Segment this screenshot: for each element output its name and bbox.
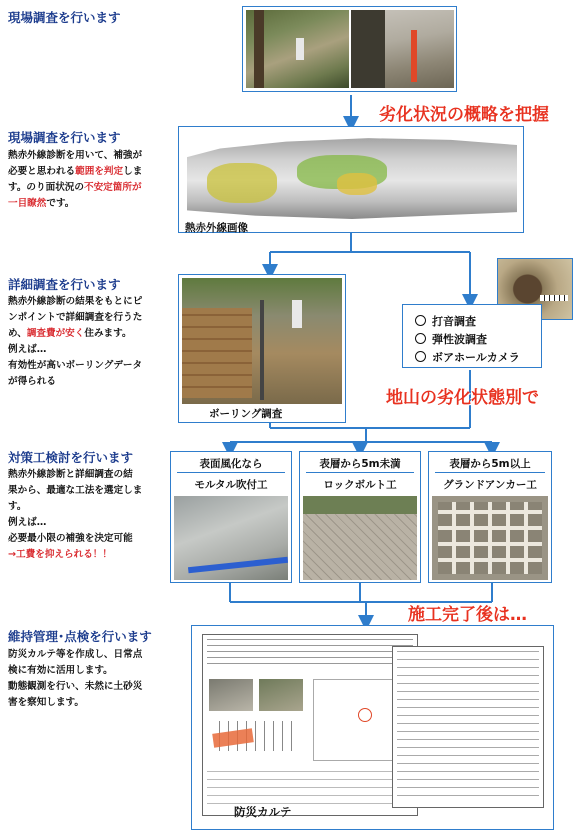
cm-method-anchor: グランドアンカー工: [443, 479, 537, 491]
method-item-1: 打音調査: [415, 313, 476, 329]
cm-card-rockbolt: [299, 451, 421, 583]
highlight-text: 調査費が安く: [26, 328, 85, 339]
description-line: [8, 180, 168, 196]
description-line: [8, 294, 168, 310]
site-photo-left: [246, 10, 349, 88]
boring-photo: [182, 278, 342, 404]
karte-sheet-right: [392, 646, 544, 808]
anchor-photo: [432, 496, 548, 580]
description-text: 必要と思われる: [8, 166, 76, 177]
description-line: [8, 679, 168, 695]
blue-fence: [188, 557, 288, 573]
description-text: す。のり面状況の: [8, 182, 84, 193]
cm-condition-mortar: 表面風化なら: [199, 458, 263, 470]
description-line: [8, 342, 168, 358]
description-text: 害を察知します。: [8, 697, 84, 708]
scaffold-pole: [260, 300, 264, 400]
description-line: [8, 695, 168, 711]
thermal-caption: 熱赤外線画像: [185, 222, 248, 234]
step3-title: 詳細調査を行います: [8, 277, 121, 292]
description-text: 例えば…: [8, 344, 47, 355]
description-line: [8, 148, 168, 164]
cm-card-mortar: [170, 451, 292, 583]
log-crib-wall: [182, 308, 252, 398]
step5-title: 維持管理･点検を行います: [8, 629, 152, 644]
survey-methods-box: [402, 304, 542, 368]
karte-caption: 防災カルテ: [234, 805, 292, 819]
description-line: [8, 310, 168, 326]
description-text: 必要最小限の補強を決定可能: [8, 533, 133, 544]
cm-condition-anchor: 表層から5m以上: [449, 458, 531, 470]
description-text: 有効性が高いボーリングデータ: [8, 360, 143, 371]
circle-icon: [415, 351, 426, 362]
step4-description: [8, 467, 168, 563]
highlight-text: 一目瞭然: [8, 198, 47, 209]
karte-frame: [191, 625, 554, 830]
callout-overview: 劣化状況の概略を把握: [379, 105, 549, 125]
karte-sheet-left: [202, 634, 418, 816]
circle-icon: [415, 315, 426, 326]
divider: [306, 472, 414, 473]
description-text: 果から、最適な工法を選定しま: [8, 485, 143, 496]
description-text: しま: [123, 166, 143, 177]
description-line: [8, 164, 168, 180]
divider: [177, 472, 285, 473]
vegetation: [303, 496, 417, 514]
description-text: す。: [8, 501, 27, 512]
method-item-2: 弾性波調査: [415, 331, 487, 347]
karte-thumb-1: [209, 679, 253, 711]
karte-thumb-2: [259, 679, 303, 711]
site-photo-right: [351, 10, 454, 88]
thermal-hotspot-1: [207, 163, 277, 203]
step4-title: 対策工検討を行います: [8, 450, 134, 465]
connector-step2-split: [270, 232, 470, 252]
highlight-text: →工費を抑えられる！！: [8, 549, 112, 560]
worker-figure-2: [292, 300, 302, 328]
cm-method-mortar: モルタル吹付工: [194, 479, 268, 491]
boring-frame: [178, 274, 346, 423]
description-line: [8, 663, 168, 679]
description-line: [8, 499, 168, 515]
description-line: [8, 196, 168, 212]
cm-method-rockbolt: ロックボルト工: [323, 479, 397, 491]
description-text: 動態観測を行い、未然に土砂災: [8, 681, 143, 692]
callout-after: 施工完了後は…: [408, 605, 527, 625]
description-text: 防災カルテ等を作成し、日常点: [8, 649, 143, 660]
thermal-image-frame: [178, 126, 524, 233]
step5-description: [8, 647, 168, 711]
callout-condition: 地山の劣化状態別で: [386, 388, 539, 408]
description-text: 例えば…: [8, 517, 47, 528]
description-text: 熱赤外線診断の結果をもとにピ: [8, 296, 143, 307]
rock-wall: [351, 10, 385, 88]
site-survey-photo-frame: [242, 6, 457, 92]
description-line: [8, 483, 168, 499]
thermal-hotspot-3: [337, 173, 377, 195]
rockbolt-photo: [303, 496, 417, 580]
divider: [435, 472, 545, 473]
highlight-text: 範囲を判定: [75, 166, 124, 177]
tree-trunk: [254, 10, 264, 88]
worker-figure: [296, 38, 304, 60]
step1-title: 現場調査を行います: [8, 10, 121, 25]
description-line: [8, 467, 168, 483]
step2-description: [8, 148, 168, 212]
description-line: [8, 358, 168, 374]
description-text: です。: [46, 198, 75, 209]
karte-grid: [397, 651, 539, 803]
method-item-3: ボアホールカメラ: [415, 349, 520, 365]
description-text: が得られる: [8, 376, 56, 387]
cm-condition-rockbolt: 表層から5m未満: [319, 458, 401, 470]
safety-barrier: [411, 30, 417, 82]
karte-table: [207, 639, 413, 669]
step3-description: [8, 294, 168, 390]
description-text: 検に有効に活用します。: [8, 665, 113, 676]
description-text: 熱赤外線診断を用いて、補強が: [8, 150, 143, 161]
mortar-photo: [174, 496, 288, 580]
measure-scale: [540, 295, 568, 301]
highlight-text: 不安定箇所が: [83, 182, 142, 193]
description-line: [8, 647, 168, 663]
location-marker-icon: [358, 708, 372, 722]
description-line: [8, 326, 168, 342]
lattice-frame: [438, 502, 542, 574]
description-line: [8, 531, 168, 547]
step2-title: 現場調査を行います: [8, 130, 121, 145]
description-line: [8, 547, 168, 563]
description-text: ンポイントで詳細調査を行うた: [8, 312, 143, 323]
description-text: め、: [8, 328, 27, 339]
thermal-image: [187, 133, 517, 219]
description-text: 住みます。: [84, 328, 132, 339]
description-line: [8, 374, 168, 390]
cm-card-anchor: [428, 451, 552, 583]
boring-caption: ボーリング調査: [209, 408, 283, 420]
description-line: [8, 515, 168, 531]
description-text: 熱赤外線診断と詳細調査の結: [8, 469, 133, 480]
circle-icon: [415, 333, 426, 344]
